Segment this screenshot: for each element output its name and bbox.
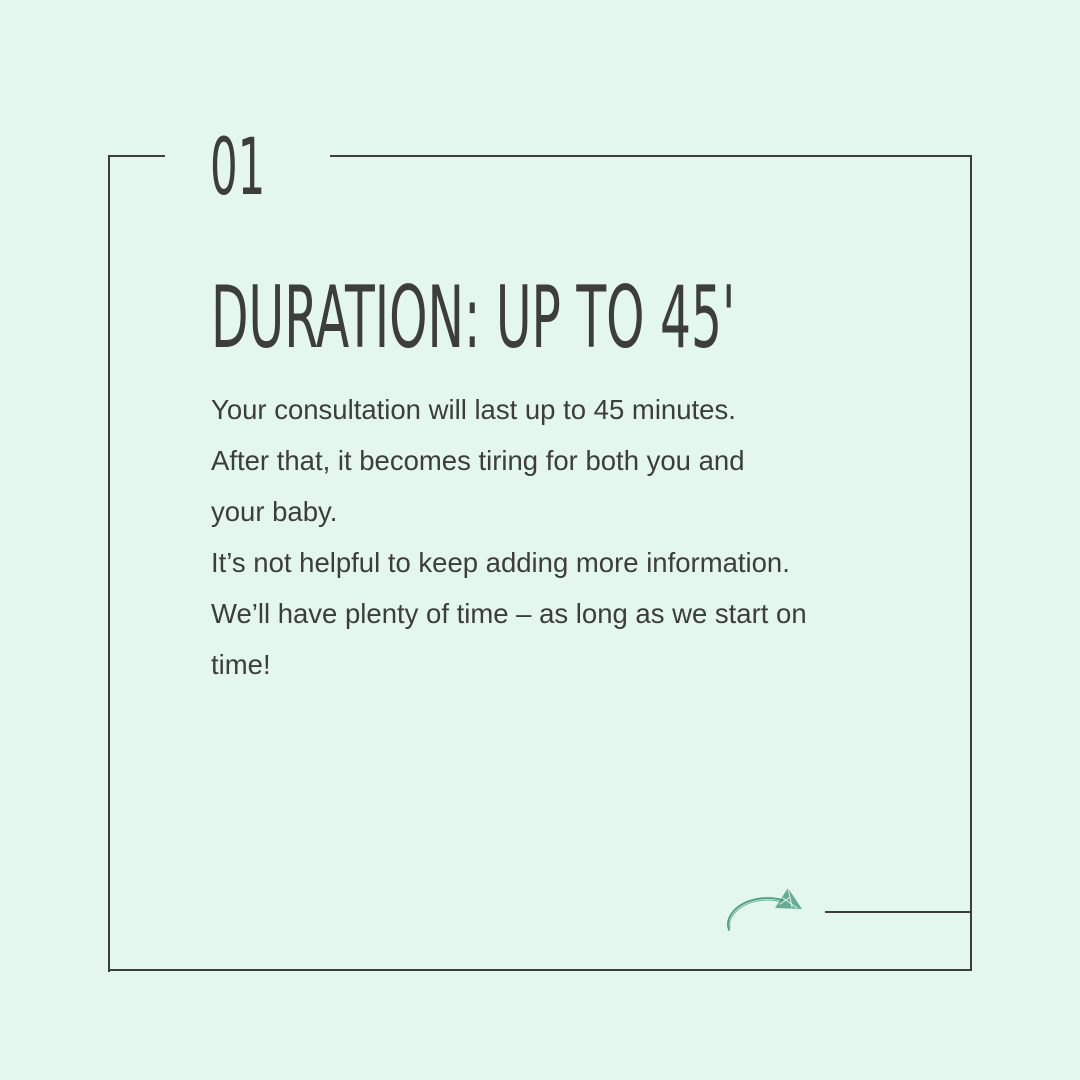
frame-bottom-edge [108, 969, 972, 971]
body-text [211, 384, 901, 690]
body-line: After that, it becomes tiring for both you and [211, 445, 745, 476]
curved-arrow-icon[interactable] [722, 880, 806, 936]
next-indicator-line [825, 911, 972, 913]
frame-right-lower-edge [970, 912, 972, 971]
frame-top-left-segment [108, 155, 165, 157]
frame-right-upper-edge [970, 155, 972, 914]
body-line: your baby. [211, 496, 338, 527]
slide-number: 01 [210, 123, 266, 213]
body-line: We’ll have plenty of time – as long as we start on [211, 598, 807, 629]
body-line: It’s not helpful to keep adding more information. [211, 547, 790, 578]
body-line: time! [211, 649, 271, 680]
frame-top-right-segment [330, 155, 972, 157]
body-line: Your consultation will last up to 45 minutes. [211, 394, 736, 425]
frame-left-edge [108, 155, 110, 972]
page-title: DURATION: UP TO 45' [211, 268, 736, 368]
